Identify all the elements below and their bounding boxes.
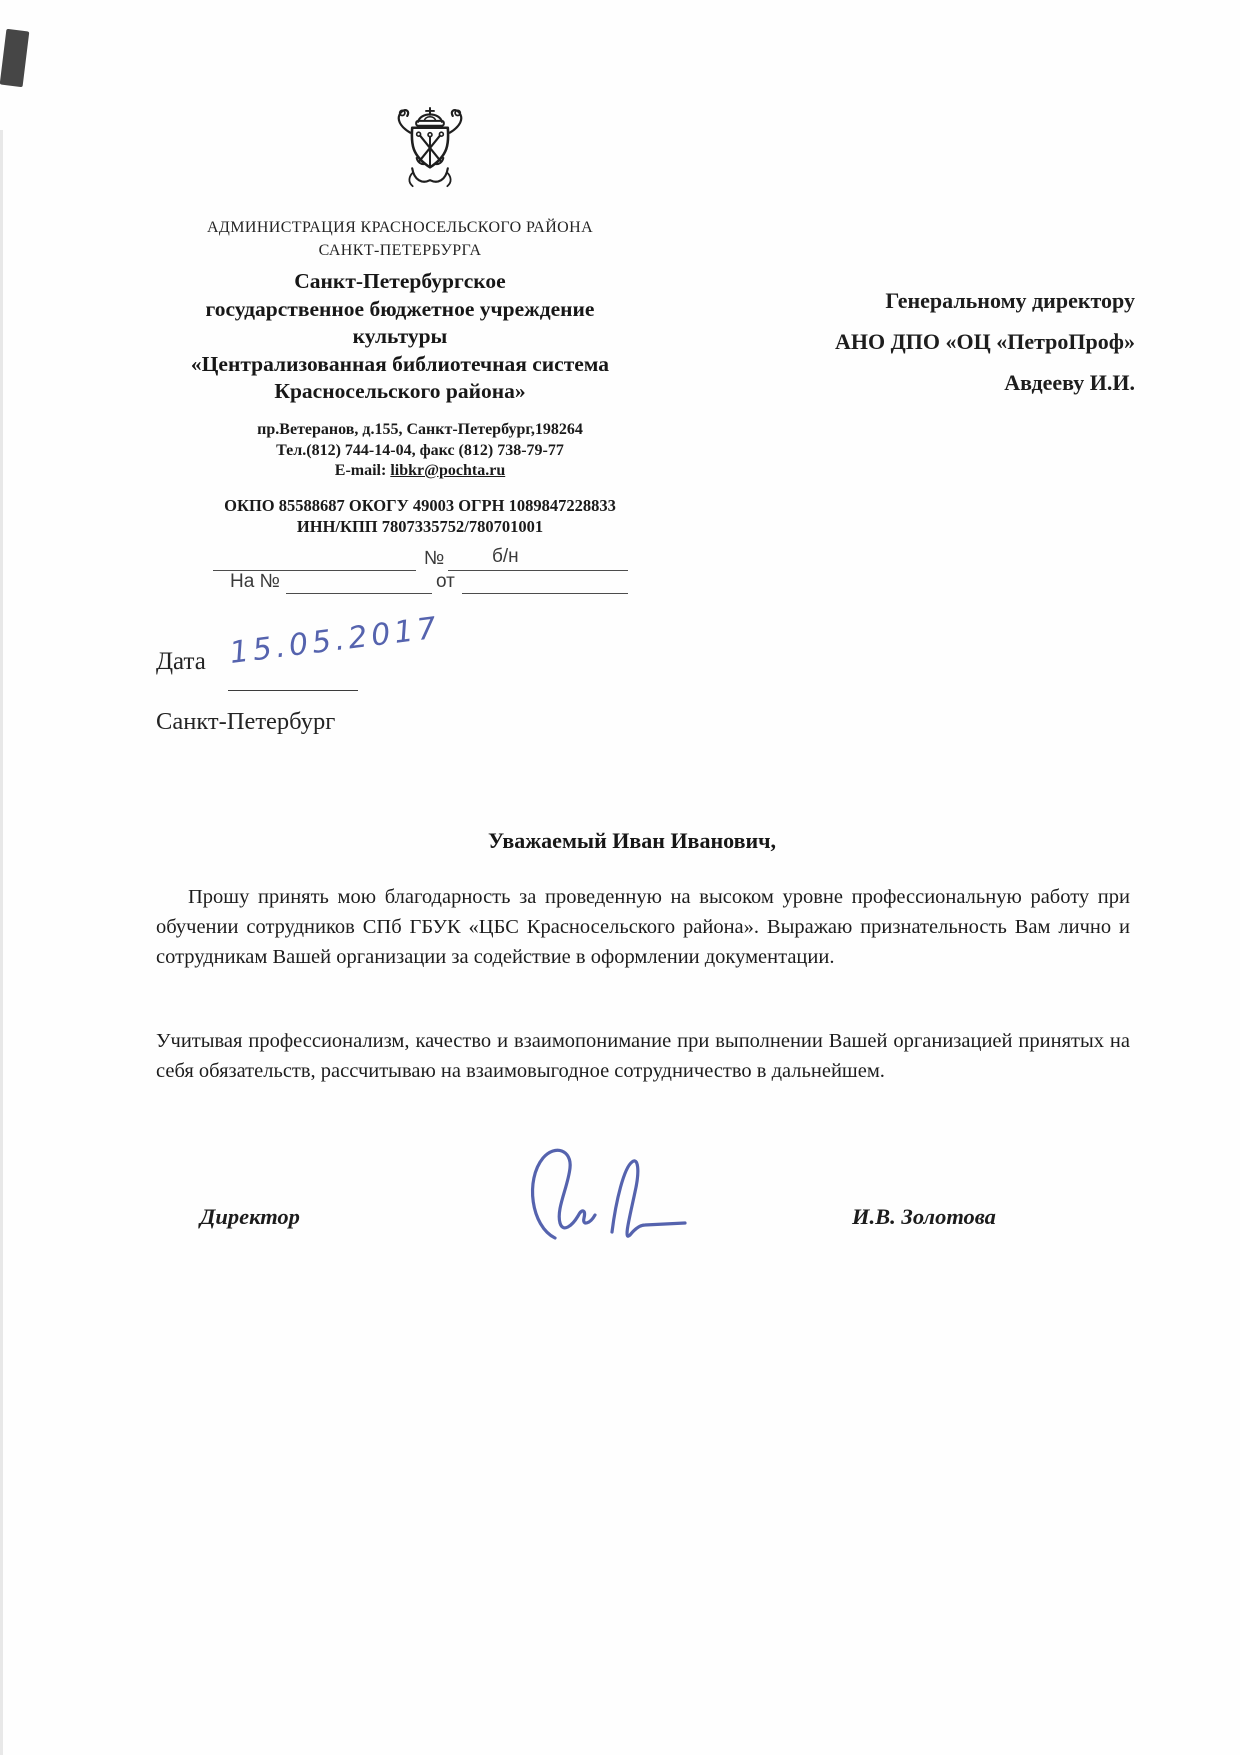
handwritten-date: 15.05.2017 [227, 610, 443, 671]
ref-underline [448, 570, 628, 571]
city-line: Санкт-Петербург [156, 708, 336, 735]
organization-codes [180, 496, 660, 537]
organization-contacts [180, 420, 660, 482]
email-label: E-mail: [334, 462, 387, 479]
organization-name-line: Красносельского района» [274, 379, 526, 403]
org-email-line [180, 461, 660, 482]
ref-underline [286, 593, 432, 594]
recipient-line: Генеральному директору [885, 288, 1135, 313]
body-paragraph: Прошу принять мою благодарность за проведенную на высоком уровне профессиональную работу при обучении сотрудников СПб ГБУК «ЦБС Красносельского района». Выражаю признательность Вам лично и сотрудникам Вашей организации за содействие в оформлении документации. [156, 886, 1130, 968]
organization-name-line: Санкт-Петербургское [294, 269, 506, 293]
signer-name: И.В. Золотова [852, 1204, 996, 1229]
organization-name [150, 268, 650, 406]
ref-reply-label: На № [230, 571, 280, 592]
handwritten-signature-icon [515, 1138, 695, 1253]
ref-number-sign: № [424, 548, 445, 569]
organization-name-line: «Централизованная библиотечная система [190, 351, 610, 376]
recipient-block [770, 280, 1135, 403]
ref-from-label: от [436, 571, 455, 592]
org-codes-line: ИНН/КПП 7807335752/780701001 [296, 516, 544, 536]
organization-name-line: культуры [352, 324, 448, 348]
org-codes-line: ОКПО 85588687 ОКОГУ 49003 ОГРН 1089847228833 [224, 496, 616, 515]
recipient-line: Авдееву И.И. [1004, 370, 1135, 395]
administration-line: САНКТ-ПЕТЕРБУРГА [318, 242, 482, 259]
administration-header [150, 216, 650, 262]
recipient-line: АНО ДПО «ОЦ «ПетроПроф» [835, 329, 1135, 354]
administration-line: АДМИНИСТРАЦИЯ КРАСНОСЕЛЬСКОГО РАЙОНА [206, 219, 594, 236]
salutation: Уважаемый Иван Иванович, [488, 828, 777, 853]
org-phone-line: Тел.(812) 744-14-04, факс (812) 738-79-77 [276, 441, 564, 459]
scan-corner-artifact [0, 29, 29, 87]
org-address-line: пр.Ветеранов, д.155, Санкт-Петербург,198264 [257, 421, 583, 438]
ref-number-value: б/н [492, 546, 519, 567]
organization-name-line: государственное бюджетное учреждение [205, 296, 595, 321]
scan-edge-artifact [0, 130, 3, 1755]
body-paragraph: Учитывая профессионализм, качество и взаимопонимание при выполнении Вашей организацией принятых на себя обязательств, рассчитываю на взаимовыгодное сотрудничество в дальнейшем. [156, 1030, 1130, 1082]
date-underline [228, 690, 358, 691]
signature-title: Директор [200, 1204, 300, 1229]
ref-underline [462, 593, 628, 594]
spb-coat-of-arms-icon [380, 106, 480, 205]
email-address: libkr@pochta.ru [390, 462, 506, 479]
date-label: Дата [156, 648, 206, 675]
